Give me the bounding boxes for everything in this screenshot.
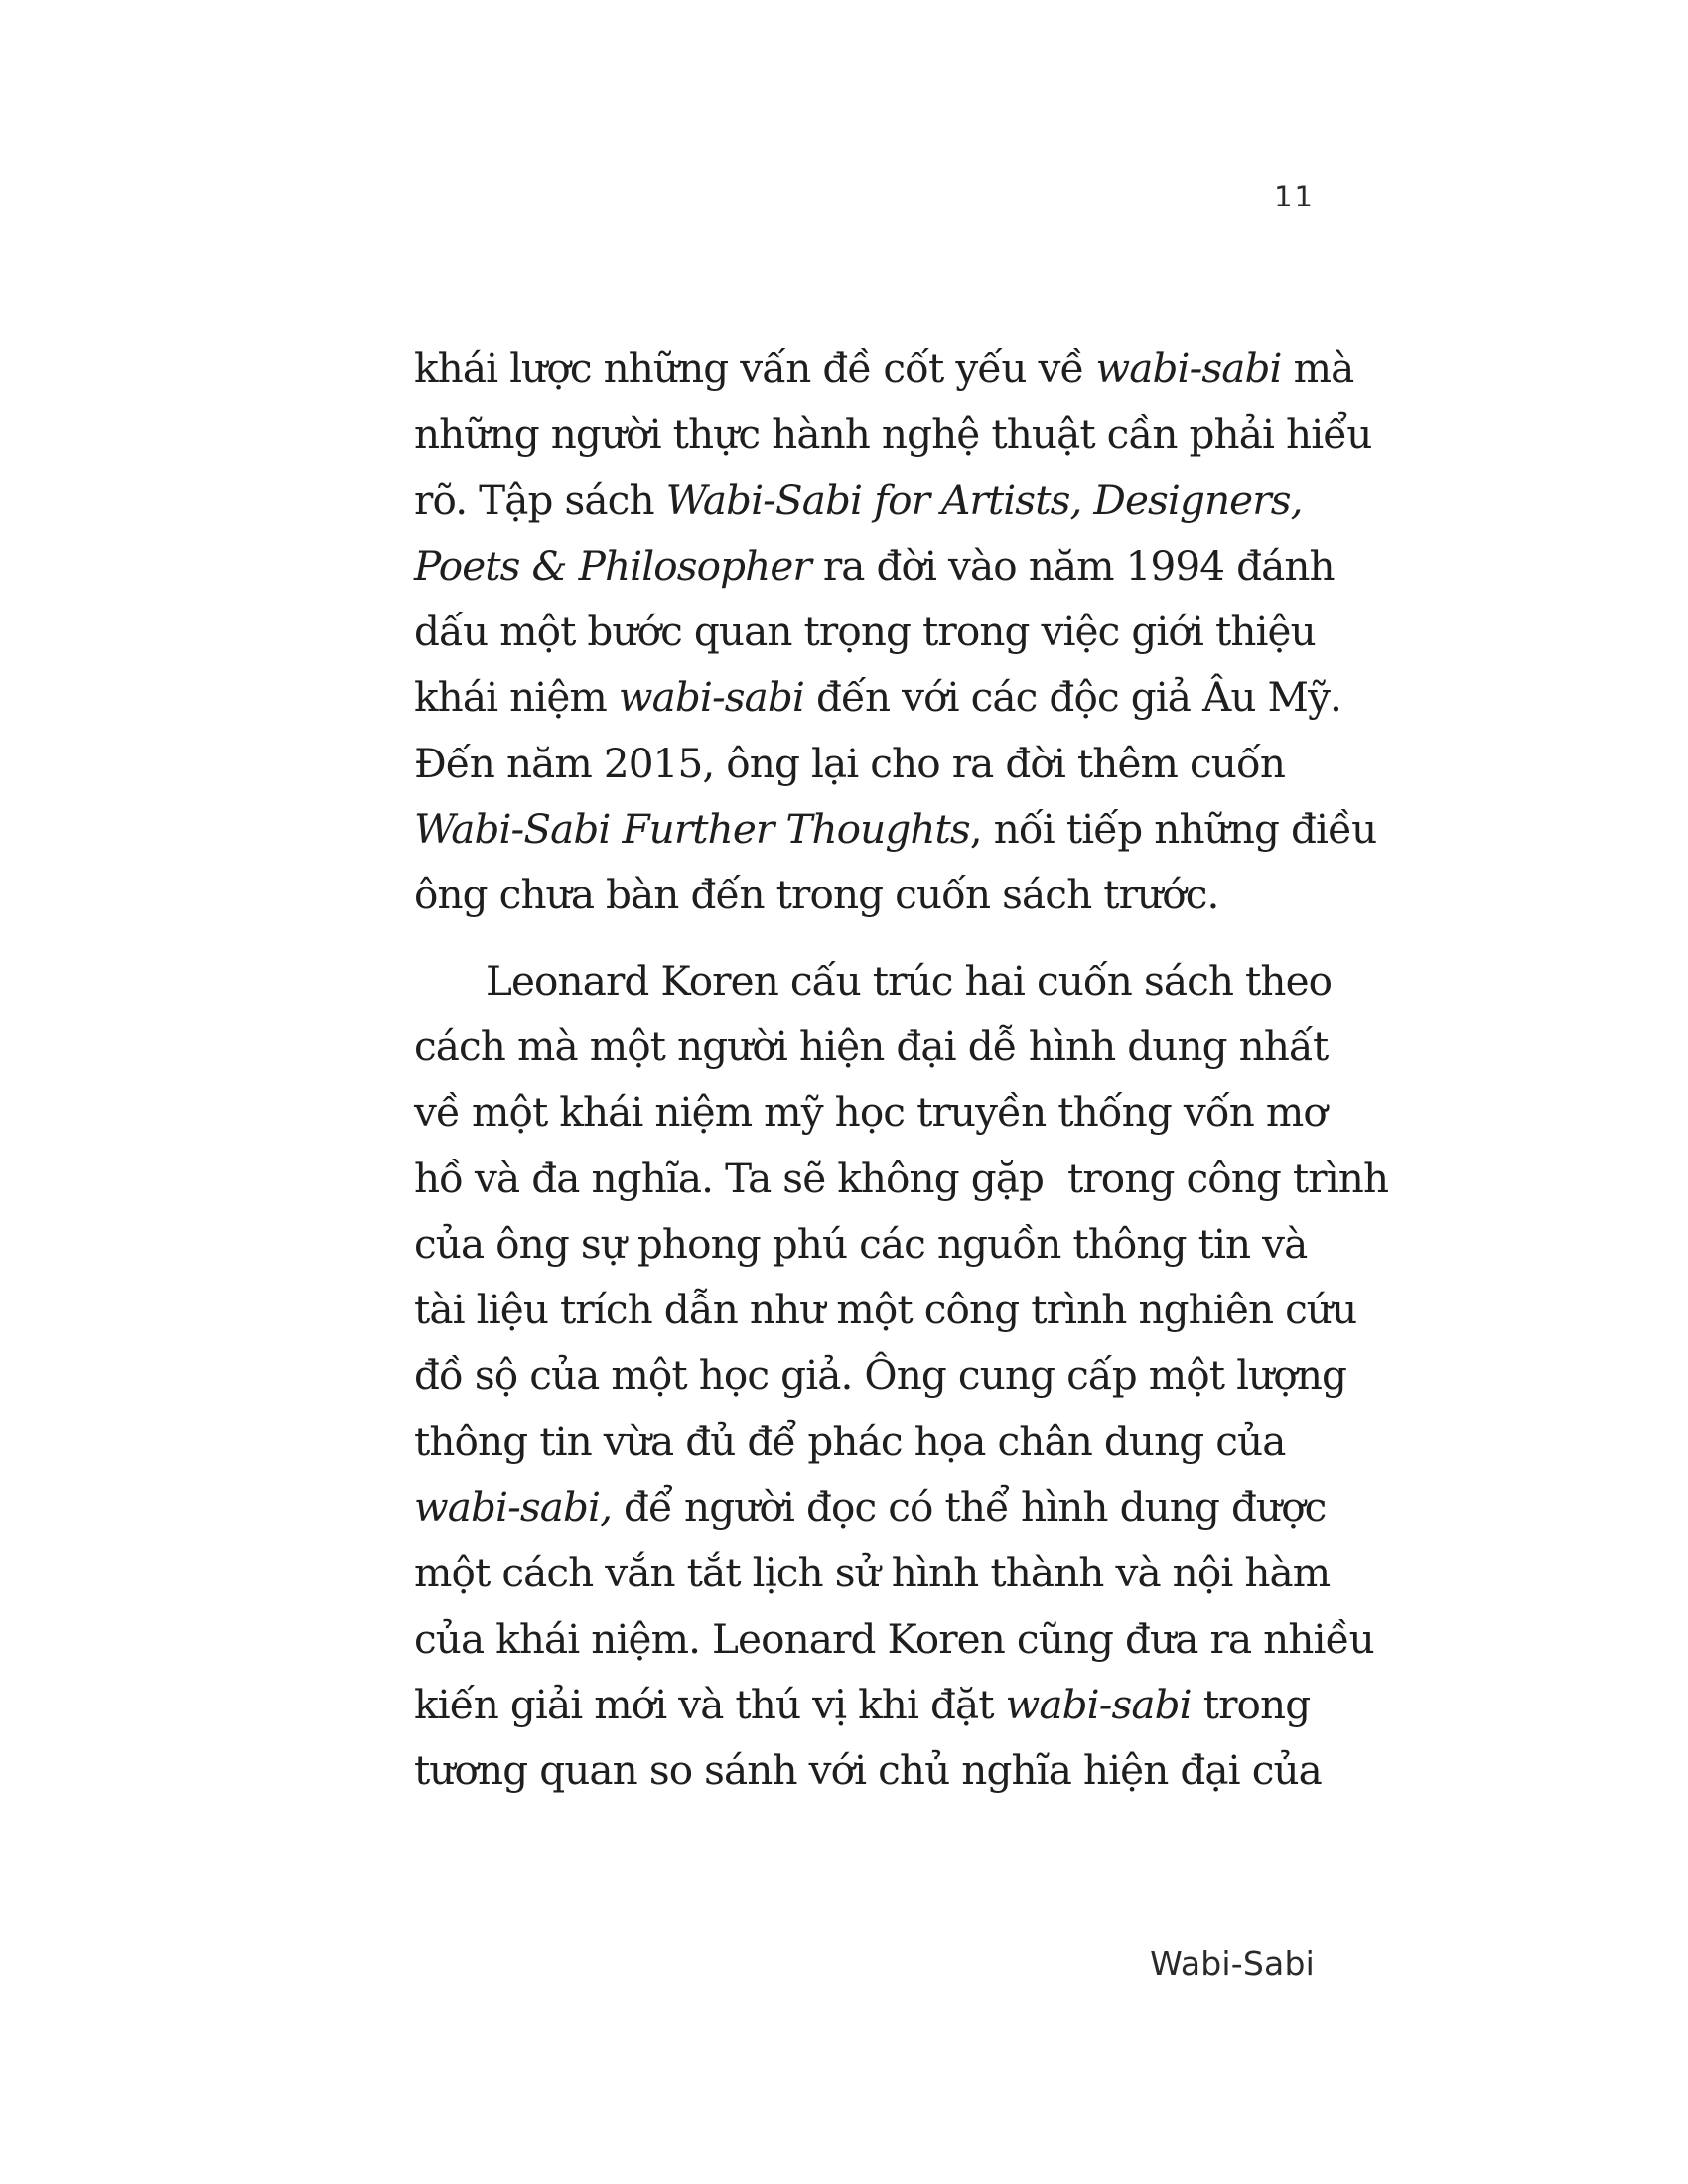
- text-line: khái lược những vấn đề cốt yếu về wabi-sabi mà: [414, 344, 1354, 392]
- running-footer-book-title: Wabi-Sabi: [1150, 1944, 1315, 1982]
- text-line: kiến giải mới và thú vị khi đặt wabi-sabi trong: [414, 1680, 1311, 1728]
- paragraph: [414, 948, 1389, 1804]
- text-line: wabi-sabi, để người đọc có thể hình dung được: [414, 1483, 1327, 1532]
- text-line: về một khái niệm mỹ học truyền thống vốn mơ: [414, 1088, 1327, 1137]
- text-line: của khái niệm. Leonard Koren cũng đưa ra nhiều: [414, 1614, 1374, 1663]
- text-line: dấu một bước quan trọng trong việc giới thiệu: [414, 608, 1316, 656]
- text-line: ông chưa bàn đến trong cuốn sách trước.: [414, 871, 1219, 919]
- italic-term: wabi-sabi: [1095, 344, 1282, 392]
- text-line: Đến năm 2015, ông lại cho ra đời thêm cuốn: [414, 739, 1286, 787]
- text-line: hồ và đa nghĩa. Ta sẽ không gặp trong công trình: [414, 1154, 1389, 1202]
- italic-term: wabi-sabi,: [414, 1483, 613, 1532]
- text-line: rõ. Tập sách Wabi-Sabi for Artists, Designers,: [414, 476, 1303, 524]
- text-line: khái niệm wabi-sabi đến với các độc giả Âu Mỹ.: [414, 673, 1342, 722]
- page-number: 11: [1274, 180, 1315, 213]
- text-line: Leonard Koren cấu trúc hai cuốn sách theo: [486, 956, 1333, 1005]
- book-title-italic: Wabi-Sabi for Artists, Designers,: [665, 476, 1303, 524]
- book-title-italic: Poets & Philosopher: [414, 541, 811, 590]
- text-line: một cách vắn tắt lịch sử hình thành và nội hàm: [414, 1549, 1331, 1597]
- text-line: tài liệu trích dẫn như một công trình nghiên cứu: [414, 1286, 1357, 1334]
- text-line: Wabi-Sabi Further Thoughts, nối tiếp những điều: [414, 805, 1377, 854]
- text-line: những người thực hành nghệ thuật cần phải hiểu: [414, 410, 1372, 459]
- italic-term: wabi-sabi: [1005, 1680, 1192, 1728]
- paragraph: [414, 336, 1377, 928]
- book-title-italic: Wabi-Sabi Further Thoughts: [414, 805, 970, 854]
- text-line: Poets & Philosopher ra đời vào năm 1994 đánh: [414, 541, 1335, 590]
- text-line: đồ sộ của một học giả. Ông cung cấp một lượng: [414, 1351, 1347, 1400]
- text-line: cách mà một người hiện đại dễ hình dung nhất: [414, 1022, 1329, 1070]
- italic-term: wabi-sabi: [618, 673, 804, 722]
- text-line: của ông sự phong phú các nguồn thông tin và: [414, 1219, 1308, 1268]
- body-text: [414, 336, 1389, 1804]
- text-line: thông tin vừa đủ để phác họa chân dung của: [414, 1417, 1286, 1465]
- text-line: tương quan so sánh với chủ nghĩa hiện đại của: [414, 1746, 1322, 1795]
